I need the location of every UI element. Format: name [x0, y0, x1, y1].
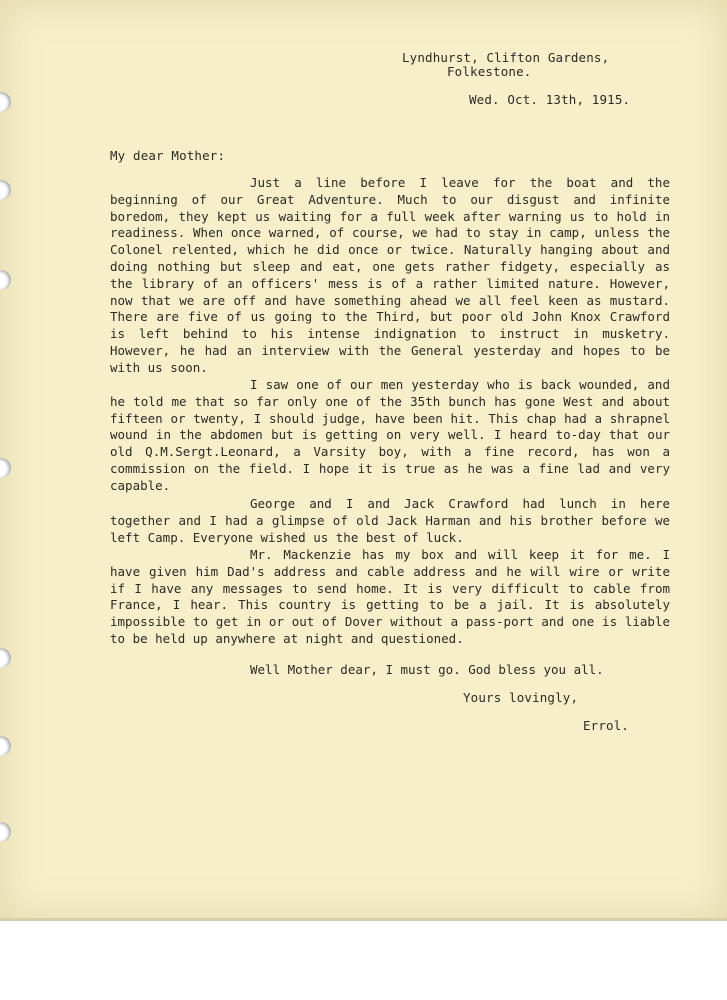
punch-hole — [0, 822, 11, 842]
punch-hole — [0, 458, 11, 478]
closing: Yours lovingly, — [463, 690, 579, 705]
signature: Errol. — [583, 718, 630, 733]
paragraph-4: Mr. Mackenzie has my box and will keep it for me. I have given him Dad's address and cable address and he will wire or write if I have any messages to send home. It is very difficult to cable from France, I hear. This country is getting to be a jail. It is absolutely impossible to get in or out of Dover without a pass-port and one is liable to be held up anywhere at night and questioned. — [110, 547, 670, 646]
paragraph-5: Well Mother dear, I must go. God bless you all. — [250, 662, 604, 677]
paragraph-1: Just a line before I leave for the boat and the beginning of our Great Adventure. Much to our disgust and infinite boredom, they kept us waiting for a full week after warning us to hold in readiness. When once warned, of course, we had to stay in camp, unless the Colonel relented, which he did once or twice. Naturally hanging about and doing nothing but sleep and eat, one gets rather fidgety, especially as the library of an officers' mess is of a rather limited nature. However, now that we are off and have something ahead we all feel keen as mustard. There are five of us going to the Third, but poor old John Knox Crawford is left behind to his intense indignation to instruct in musketry. However, he had an interview with the General yesterday and hopes to be with us soon. — [110, 175, 670, 375]
address-line-1: Lyndhurst, Clifton Gardens, — [402, 50, 610, 65]
paragraph-2: I saw one of our men yesterday who is back wounded, and he told me that so far only one of the 35th bunch has gone West and about fifteen or twenty, I should judge, have been hit. This chap had a shrapnel wound in the abdomen but is getting on very well. I heard to-day that our old Q.M.Sergt.Leonard, a Varsity boy, with a fine record, has won a commission on the field. I hope it is true as he was a fine lad and very capable. — [110, 377, 670, 493]
letter-date: Wed. Oct. 13th, 1915. — [469, 92, 631, 107]
punch-hole — [0, 736, 11, 756]
page-edge — [0, 918, 727, 921]
salutation: My dear Mother: — [110, 148, 226, 163]
punch-hole — [0, 180, 11, 200]
punch-hole — [0, 92, 11, 112]
punch-hole — [0, 270, 11, 290]
paragraph-3: George and I and Jack Crawford had lunch in here together and I had a glimpse of old Jack Harman and his brother before we left Camp. Everyone wished us the best of luck. — [110, 496, 670, 545]
address-line-2: Folkestone. — [447, 64, 532, 79]
punch-hole — [0, 648, 11, 668]
